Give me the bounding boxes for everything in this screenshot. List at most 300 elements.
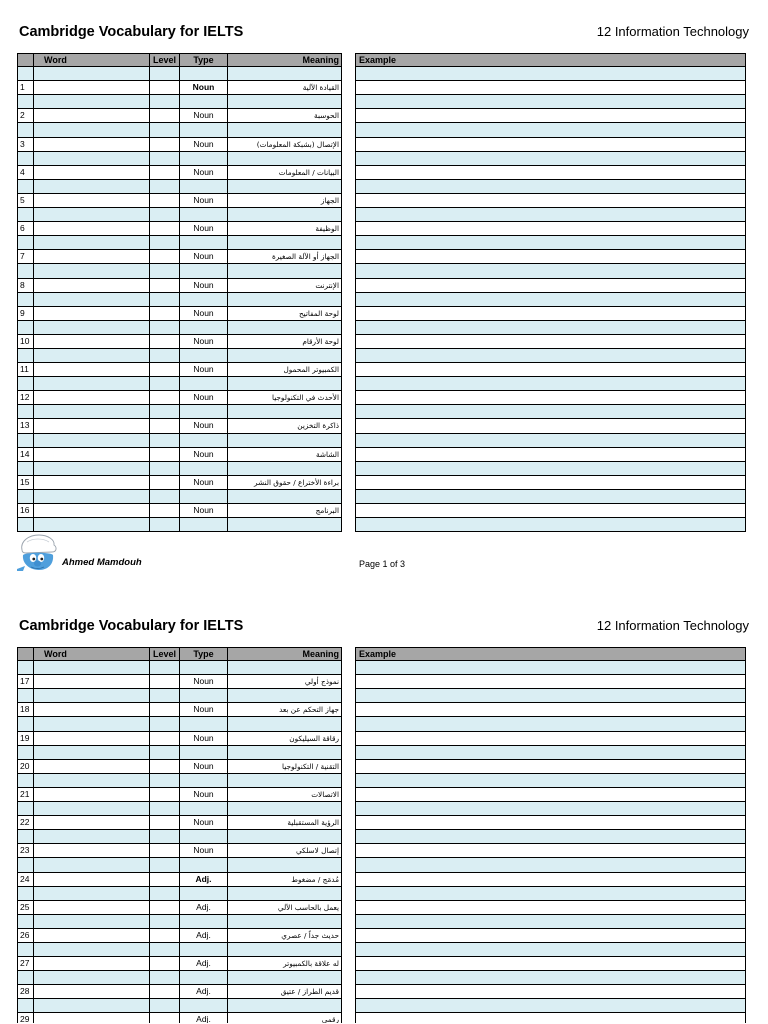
band-cell — [150, 264, 180, 278]
word-cell — [34, 222, 150, 236]
example-cell — [355, 504, 746, 518]
band-cell — [150, 887, 180, 901]
word-cell — [34, 675, 150, 689]
level-cell — [150, 166, 180, 180]
column-gap — [342, 419, 355, 433]
column-gap — [342, 830, 355, 844]
meaning-cell: رقاقة السيليكون — [228, 732, 342, 746]
column-gap — [342, 971, 355, 985]
band-cell — [150, 67, 180, 81]
meaning-cell: قديم الطراز / عتيق — [228, 985, 342, 999]
number-cell: 13 — [17, 419, 34, 433]
column-gap — [342, 703, 355, 717]
level-cell — [150, 985, 180, 999]
band-cell — [34, 236, 150, 250]
column-gap — [342, 67, 355, 81]
vocab-row — [17, 476, 746, 490]
band-cell — [34, 490, 150, 504]
type-cell: Noun — [180, 335, 228, 349]
type-cell: Noun — [180, 307, 228, 321]
band-row — [17, 377, 746, 391]
band-cell — [34, 518, 150, 532]
band-row — [17, 746, 746, 760]
band-row — [17, 943, 746, 957]
vocab-row — [17, 844, 746, 858]
band-cell — [228, 661, 342, 675]
band-cell — [180, 208, 228, 222]
column-gap — [342, 802, 355, 816]
column-gap — [342, 929, 355, 943]
band-row — [17, 152, 746, 166]
example-cell — [355, 788, 746, 802]
band-cell — [355, 661, 746, 675]
band-cell — [355, 746, 746, 760]
example-cell — [355, 476, 746, 490]
column-gap — [342, 194, 355, 208]
level-cell — [150, 675, 180, 689]
example-cell — [355, 703, 746, 717]
column-gap — [342, 293, 355, 307]
meaning-cell: حديث جداً / عصري — [228, 929, 342, 943]
number-cell: 12 — [17, 391, 34, 405]
band-cell — [34, 152, 150, 166]
type-cell: Adj. — [180, 901, 228, 915]
band-cell — [180, 95, 228, 109]
number-cell: 8 — [17, 279, 34, 293]
band-cell — [228, 830, 342, 844]
band-cell — [180, 915, 228, 929]
band-cell — [34, 689, 150, 703]
band-cell — [228, 95, 342, 109]
band-row — [17, 490, 746, 504]
column-gap — [342, 152, 355, 166]
band-cell — [150, 208, 180, 222]
band-cell — [180, 887, 228, 901]
band-cell — [355, 518, 746, 532]
band-cell — [228, 717, 342, 731]
column-gap — [342, 264, 355, 278]
type-cell: Noun — [180, 138, 228, 152]
band-cell — [150, 518, 180, 532]
band-cell — [150, 152, 180, 166]
author-avatar — [17, 533, 59, 571]
example-cell — [355, 816, 746, 830]
band-cell — [228, 999, 342, 1013]
author-name: Ahmed Mamdouh — [62, 557, 142, 568]
band-cell — [228, 349, 342, 363]
header-type: Type — [180, 647, 228, 661]
column-gap — [342, 760, 355, 774]
vocabulary-table — [17, 647, 746, 1023]
example-cell — [355, 363, 746, 377]
vocab-row — [17, 307, 746, 321]
meaning-cell: الوظيفة — [228, 222, 342, 236]
band-cell — [180, 518, 228, 532]
type-cell: Noun — [180, 816, 228, 830]
band-cell — [34, 971, 150, 985]
number-cell: 19 — [17, 732, 34, 746]
band-cell — [150, 321, 180, 335]
example-cell — [355, 138, 746, 152]
example-cell — [355, 391, 746, 405]
band-cell — [228, 321, 342, 335]
band-cell — [355, 236, 746, 250]
number-cell: 14 — [17, 448, 34, 462]
band-cell — [17, 67, 34, 81]
band-cell — [228, 887, 342, 901]
vocab-row — [17, 901, 746, 915]
meaning-cell: التقنية / التكنولوجيا — [228, 760, 342, 774]
level-cell — [150, 476, 180, 490]
vocab-row — [17, 194, 746, 208]
meaning-cell: الإتصال (بشبكة المعلومات) — [228, 138, 342, 152]
vocab-row — [17, 957, 746, 971]
vocab-row — [17, 363, 746, 377]
example-cell — [355, 873, 746, 887]
band-cell — [150, 95, 180, 109]
meaning-cell: براءة الأختراع / حقوق النشر — [228, 476, 342, 490]
band-cell — [150, 689, 180, 703]
band-row — [17, 180, 746, 194]
band-row — [17, 349, 746, 363]
band-cell — [34, 123, 150, 137]
band-cell — [228, 746, 342, 760]
example-cell — [355, 448, 746, 462]
band-cell — [228, 858, 342, 872]
band-cell — [180, 999, 228, 1013]
column-gap — [342, 774, 355, 788]
band-cell — [228, 802, 342, 816]
type-cell: Noun — [180, 504, 228, 518]
document-page-2 — [0, 594, 768, 1024]
band-cell — [355, 830, 746, 844]
word-cell — [34, 419, 150, 433]
level-cell — [150, 760, 180, 774]
band-cell — [34, 858, 150, 872]
example-cell — [355, 675, 746, 689]
band-row — [17, 999, 746, 1013]
band-cell — [180, 661, 228, 675]
column-gap — [342, 647, 355, 661]
column-gap — [342, 816, 355, 830]
band-cell — [355, 434, 746, 448]
band-row — [17, 915, 746, 929]
meaning-cell: البرنامج — [228, 504, 342, 518]
column-gap — [342, 166, 355, 180]
number-cell: 11 — [17, 363, 34, 377]
example-cell — [355, 844, 746, 858]
band-cell — [180, 943, 228, 957]
vocab-row — [17, 929, 746, 943]
band-row — [17, 661, 746, 675]
level-cell — [150, 788, 180, 802]
page-number: Page 1 of 3 — [359, 559, 406, 569]
meaning-cell: يعمل بالحاسب الآلي — [228, 901, 342, 915]
band-cell — [180, 405, 228, 419]
number-cell: 29 — [17, 1013, 34, 1023]
band-cell — [17, 123, 34, 137]
band-cell — [355, 95, 746, 109]
word-cell — [34, 81, 150, 95]
number-cell: 26 — [17, 929, 34, 943]
level-cell — [150, 391, 180, 405]
band-cell — [228, 180, 342, 194]
band-cell — [150, 999, 180, 1013]
band-cell — [228, 152, 342, 166]
column-gap — [342, 363, 355, 377]
band-cell — [150, 405, 180, 419]
column-gap — [342, 873, 355, 887]
band-cell — [17, 236, 34, 250]
unit-topic: 12 Information Technology — [596, 618, 749, 633]
band-cell — [34, 661, 150, 675]
example-cell — [355, 929, 746, 943]
band-cell — [228, 490, 342, 504]
band-row — [17, 689, 746, 703]
level-cell — [150, 901, 180, 915]
meaning-cell: الشاشة — [228, 448, 342, 462]
band-cell — [355, 915, 746, 929]
vocab-row — [17, 419, 746, 433]
type-cell: Noun — [180, 81, 228, 95]
band-cell — [150, 462, 180, 476]
band-cell — [150, 236, 180, 250]
vocab-row — [17, 732, 746, 746]
band-cell — [228, 208, 342, 222]
number-cell: 15 — [17, 476, 34, 490]
smurf-avatar-icon — [17, 533, 59, 571]
band-cell — [150, 349, 180, 363]
example-cell — [355, 166, 746, 180]
word-cell — [34, 363, 150, 377]
type-cell: Adj. — [180, 1013, 228, 1023]
level-cell — [150, 335, 180, 349]
word-cell — [34, 307, 150, 321]
number-cell: 18 — [17, 703, 34, 717]
example-cell — [355, 985, 746, 999]
column-gap — [342, 377, 355, 391]
column-gap — [342, 490, 355, 504]
example-cell — [355, 419, 746, 433]
band-cell — [17, 689, 34, 703]
header-level: Level — [150, 647, 180, 661]
band-row — [17, 518, 746, 532]
band-row — [17, 67, 746, 81]
vocab-row — [17, 222, 746, 236]
column-gap — [342, 788, 355, 802]
band-cell — [180, 152, 228, 166]
column-gap — [342, 504, 355, 518]
vocab-row — [17, 335, 746, 349]
band-cell — [34, 321, 150, 335]
level-cell — [150, 732, 180, 746]
header-meaning: Meaning — [228, 647, 342, 661]
band-cell — [150, 943, 180, 957]
band-cell — [17, 915, 34, 929]
band-cell — [150, 717, 180, 731]
band-cell — [17, 887, 34, 901]
band-cell — [34, 999, 150, 1013]
number-cell: 21 — [17, 788, 34, 802]
band-cell — [17, 746, 34, 760]
type-cell: Noun — [180, 760, 228, 774]
meaning-cell: القيادة الآلية — [228, 81, 342, 95]
band-cell — [34, 377, 150, 391]
column-gap — [342, 999, 355, 1013]
band-cell — [228, 67, 342, 81]
word-cell — [34, 476, 150, 490]
level-cell — [150, 222, 180, 236]
column-gap — [342, 81, 355, 95]
band-cell — [17, 717, 34, 731]
meaning-cell: الرؤية المستقبلية — [228, 816, 342, 830]
band-cell — [228, 915, 342, 929]
band-row — [17, 717, 746, 731]
type-cell: Adj. — [180, 985, 228, 999]
band-cell — [150, 293, 180, 307]
column-gap — [342, 717, 355, 731]
type-cell: Noun — [180, 419, 228, 433]
word-cell — [34, 844, 150, 858]
column-gap — [342, 138, 355, 152]
band-cell — [180, 858, 228, 872]
band-cell — [355, 377, 746, 391]
meaning-cell: نموذج أولي — [228, 675, 342, 689]
column-gap — [342, 109, 355, 123]
number-cell: 6 — [17, 222, 34, 236]
number-cell: 17 — [17, 675, 34, 689]
band-cell — [34, 434, 150, 448]
unit-topic: 12 Information Technology — [596, 24, 749, 39]
band-cell — [150, 180, 180, 194]
type-cell: Noun — [180, 166, 228, 180]
band-cell — [17, 830, 34, 844]
level-cell — [150, 138, 180, 152]
number-cell: 23 — [17, 844, 34, 858]
band-cell — [228, 971, 342, 985]
band-cell — [150, 774, 180, 788]
column-gap — [342, 279, 355, 293]
band-cell — [180, 236, 228, 250]
type-cell: Noun — [180, 476, 228, 490]
number-cell: 5 — [17, 194, 34, 208]
vocab-row — [17, 166, 746, 180]
meaning-cell: إتصال لاسلكي — [228, 844, 342, 858]
band-cell — [17, 999, 34, 1013]
level-cell — [150, 929, 180, 943]
example-cell — [355, 335, 746, 349]
meaning-cell: الإنترنت — [228, 279, 342, 293]
band-cell — [355, 971, 746, 985]
type-cell: Noun — [180, 844, 228, 858]
band-cell — [355, 264, 746, 278]
band-cell — [355, 321, 746, 335]
band-cell — [17, 321, 34, 335]
band-cell — [17, 293, 34, 307]
number-cell: 27 — [17, 957, 34, 971]
word-cell — [34, 138, 150, 152]
column-gap — [342, 349, 355, 363]
column-gap — [342, 985, 355, 999]
band-cell — [150, 971, 180, 985]
column-gap — [342, 943, 355, 957]
type-cell: Noun — [180, 448, 228, 462]
level-cell — [150, 1013, 180, 1023]
band-cell — [180, 830, 228, 844]
header-example: Example — [355, 647, 746, 661]
band-cell — [355, 67, 746, 81]
number-cell: 28 — [17, 985, 34, 999]
word-cell — [34, 788, 150, 802]
band-cell — [34, 887, 150, 901]
column-gap — [342, 957, 355, 971]
band-cell — [17, 349, 34, 363]
band-cell — [17, 518, 34, 532]
page-title: Cambridge Vocabulary for IELTS — [19, 24, 244, 40]
vocab-row — [17, 816, 746, 830]
header-word: Word — [34, 53, 150, 67]
type-cell: Noun — [180, 675, 228, 689]
column-gap — [342, 689, 355, 703]
column-gap — [342, 901, 355, 915]
number-cell: 7 — [17, 250, 34, 264]
word-cell — [34, 391, 150, 405]
column-gap — [342, 887, 355, 901]
header-meaning: Meaning — [228, 53, 342, 67]
band-cell — [17, 208, 34, 222]
band-cell — [180, 802, 228, 816]
band-cell — [355, 717, 746, 731]
word-cell — [34, 194, 150, 208]
example-cell — [355, 760, 746, 774]
band-cell — [355, 490, 746, 504]
type-cell: Noun — [180, 279, 228, 293]
word-cell — [34, 957, 150, 971]
word-cell — [34, 109, 150, 123]
band-cell — [228, 236, 342, 250]
band-cell — [228, 689, 342, 703]
band-cell — [355, 887, 746, 901]
page-title: Cambridge Vocabulary for IELTS — [19, 618, 244, 634]
example-cell — [355, 957, 746, 971]
word-cell — [34, 703, 150, 717]
example-cell — [355, 109, 746, 123]
band-cell — [34, 67, 150, 81]
band-row — [17, 462, 746, 476]
band-cell — [355, 208, 746, 222]
level-cell — [150, 504, 180, 518]
band-cell — [228, 293, 342, 307]
column-gap — [342, 123, 355, 137]
vocab-row — [17, 81, 746, 95]
type-cell: Noun — [180, 788, 228, 802]
level-cell — [150, 307, 180, 321]
vocab-row — [17, 873, 746, 887]
band-row — [17, 971, 746, 985]
band-cell — [355, 349, 746, 363]
example-cell — [355, 901, 746, 915]
band-cell — [150, 746, 180, 760]
band-cell — [180, 264, 228, 278]
word-cell — [34, 448, 150, 462]
band-cell — [150, 830, 180, 844]
header-word: Word — [34, 647, 150, 661]
vocab-row — [17, 391, 746, 405]
meaning-cell: جهاز التحكم عن بعد — [228, 703, 342, 717]
word-cell — [34, 335, 150, 349]
column-gap — [342, 236, 355, 250]
band-cell — [34, 405, 150, 419]
